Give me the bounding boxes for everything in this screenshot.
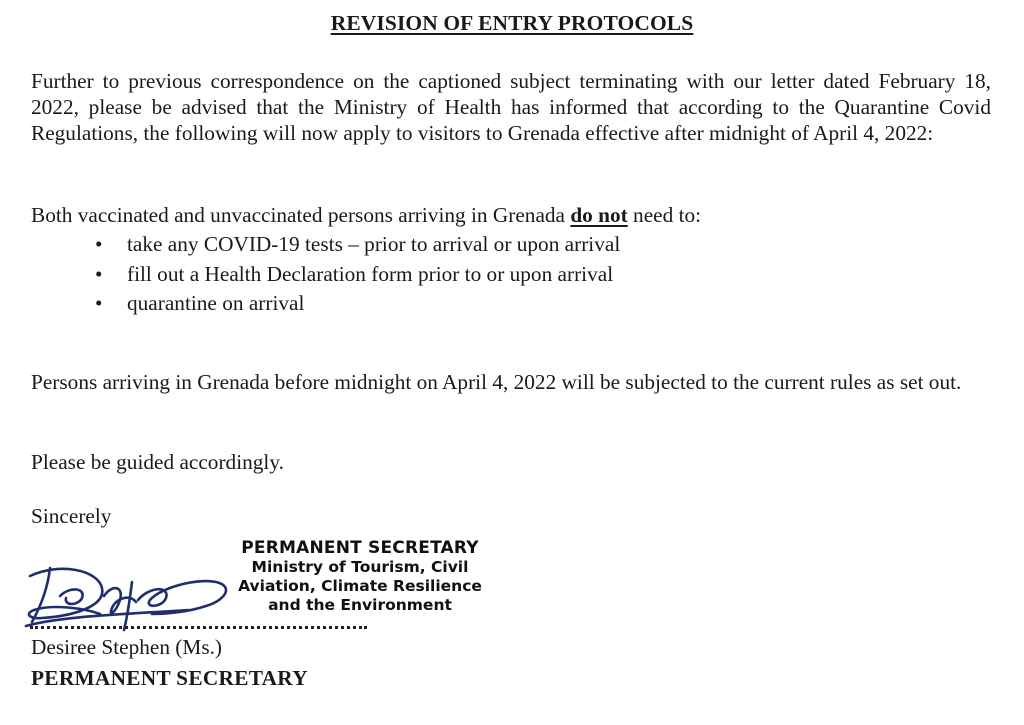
signer-title: PERMANENT SECRETARY — [31, 666, 308, 690]
bullet-icon: • — [95, 291, 103, 315]
stamp-line: Aviation, Climate Resilience — [238, 577, 482, 595]
requirements-intro-after: need to: — [627, 203, 702, 227]
list-item — [31, 260, 620, 290]
official-stamp — [210, 538, 510, 615]
list-item — [31, 289, 620, 319]
requirements-intro — [31, 202, 991, 228]
list-item-text: quarantine on arrival — [127, 291, 305, 315]
guidance-paragraph: Please be guided accordingly. — [31, 450, 284, 474]
stamp-line: Ministry of Tourism, Civil — [251, 558, 469, 576]
requirements-list — [31, 230, 620, 319]
list-item — [31, 230, 620, 260]
stamp-title: PERMANENT SECRETARY — [241, 538, 479, 558]
stamp-line: and the Environment — [268, 596, 452, 614]
requirements-emphasis: do not — [570, 203, 628, 227]
document-title: REVISION OF ENTRY PROTOCOLS — [330, 11, 694, 35]
signature-line — [30, 626, 367, 629]
bullet-icon: • — [95, 232, 103, 256]
signer-name: Desiree Stephen (Ms.) — [31, 635, 223, 659]
requirements-intro-before: Both vaccinated and unvaccinated persons arriving in Grenada — [31, 203, 571, 227]
bullet-icon: • — [95, 261, 103, 286]
list-item-text: fill out a Health Declaration form prior to or upon arrival — [127, 261, 614, 286]
intro-paragraph: Further to previous correspondence on the captioned subject terminating with our letter dated February 18, 2022, please be advised that the Ministry of Health has informed that according to the Quarantine Covid Regulations, the following will now apply to visitors to Grenada effective after midnight of April 4, 2022: — [31, 69, 991, 145]
current-rules-paragraph: Persons arriving in Grenada before midnight on April 4, 2022 will be subjected to the current rules as set out. — [31, 370, 962, 394]
closing-salutation: Sincerely — [31, 504, 112, 528]
list-item-text: take any COVID-19 tests – prior to arrival or upon arrival — [127, 232, 621, 256]
